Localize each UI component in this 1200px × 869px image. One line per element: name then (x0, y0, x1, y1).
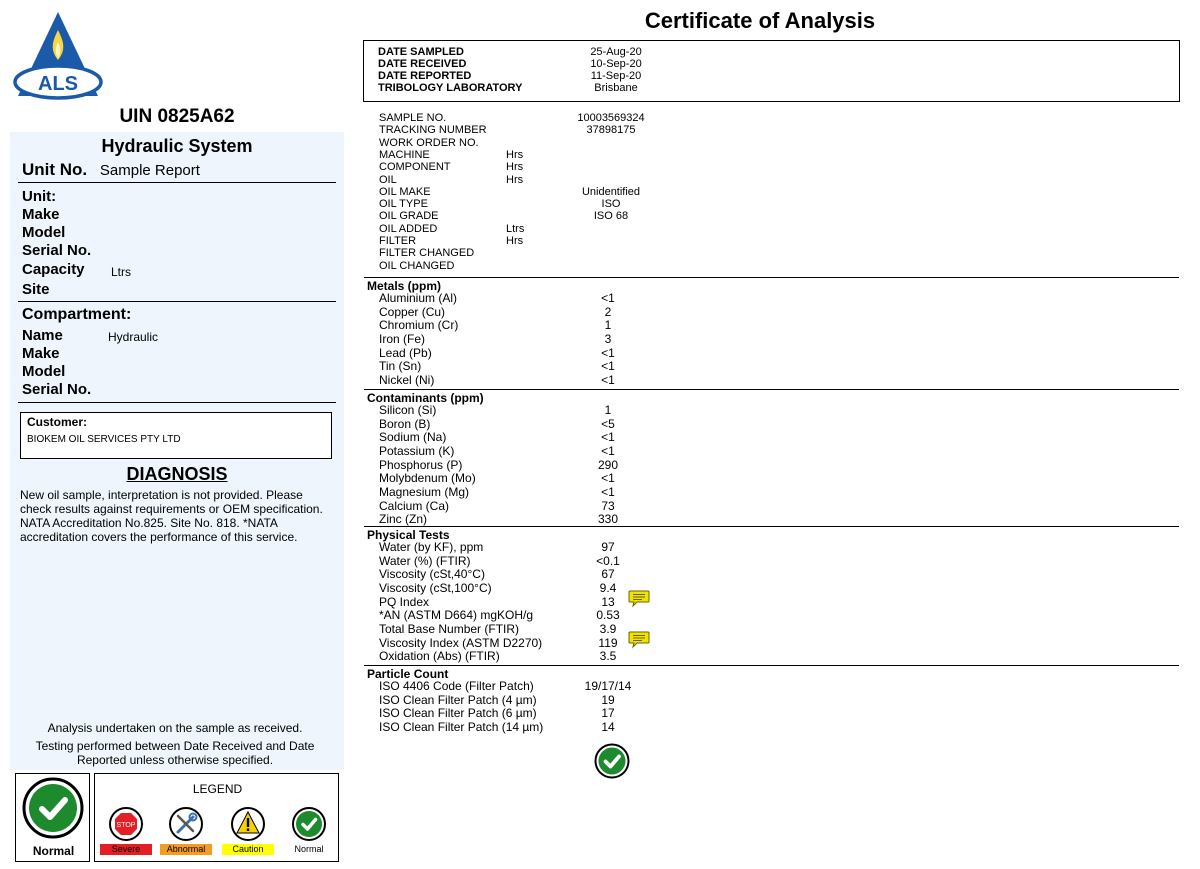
sample-info-unit: Hrs (506, 235, 524, 247)
legend-item-caution (220, 806, 276, 855)
uin: UIN 0825A62 (119, 106, 235, 127)
check-circle-icon (291, 806, 327, 842)
sample-info-label: FILTER (379, 235, 417, 247)
result-label: *AN (ASTM D664) mgKOH/g (379, 608, 534, 623)
result-value: <1 (601, 345, 615, 360)
compartment-field-name: Name (22, 327, 63, 344)
result-value: 290 (597, 457, 619, 472)
result-label: Viscosity (cSt,40°C) (379, 567, 485, 582)
result-label: Molybdenum (Mo) (379, 471, 476, 486)
result-value: 3.5 (599, 649, 617, 664)
date-label: DATE RECEIVED (378, 58, 467, 70)
result-label: Water (by KF), ppm (379, 540, 484, 554)
result-label: ISO Clean Filter Patch (4 µm) (379, 692, 537, 707)
result-value: 3 (604, 331, 612, 346)
section-title: Metals (ppm) (367, 279, 442, 293)
sample-info-label: OIL (379, 173, 397, 186)
stop-sign-text: STOP (116, 822, 136, 829)
result-label: ISO 4406 Code (Filter Patch) (379, 679, 534, 693)
lab-label: TRIBOLOGY LABORATORY (378, 82, 523, 94)
comment-bubble-icon[interactable] (628, 631, 650, 649)
result-label: Phosphorus (P) (379, 457, 463, 472)
logo-text: ALS (38, 73, 78, 95)
compartment-name-value: Hydraulic (108, 330, 159, 344)
result-value: 3.9 (599, 621, 617, 636)
section-divider (364, 526, 1179, 527)
result-label: Silicon (Si) (379, 403, 437, 417)
customer-label: Customer: (27, 415, 88, 429)
compartment-title: Compartment: (22, 306, 132, 323)
sample-info-label: FILTER CHANGED (379, 247, 475, 260)
unit-no-row (22, 160, 200, 180)
legend-title: LEGEND (192, 782, 243, 796)
result-value: 9.4 (599, 580, 617, 595)
unit-field-capacity: Capacity (22, 261, 85, 278)
result-label: Viscosity (cSt,100°C) (379, 580, 492, 595)
result-value: <0.1 (596, 553, 620, 568)
unit-field-site: Site (22, 281, 50, 298)
legend-item-abnormal (158, 806, 214, 855)
legend-label-severe: Severe (100, 844, 152, 855)
diagnosis-title: DIAGNOSIS (126, 464, 228, 484)
compartment-field-make: Make (22, 345, 60, 362)
dates-box (363, 40, 1180, 102)
legend-label-normal: Normal (294, 844, 324, 854)
result-value: 330 (597, 512, 619, 527)
sample-info-label: OIL CHANGED (379, 259, 455, 272)
legend-item-severe (98, 806, 154, 855)
date-value: 10-Sep-20 (590, 58, 642, 70)
result-label: Water (%) (FTIR) (379, 553, 471, 568)
check-circle-icon (594, 743, 630, 779)
result-label: Lead (Pb) (379, 345, 432, 360)
result-value: 1 (604, 403, 612, 417)
result-label: Nickel (Ni) (379, 372, 435, 387)
sample-info-value: ISO (601, 198, 621, 211)
sample-info-unit: Hrs (506, 173, 524, 186)
date-value: 11-Sep-20 (590, 70, 642, 82)
result-label: Calcium (Ca) (379, 498, 450, 513)
sample-info-value: Unidentified (581, 185, 641, 198)
result-value: 97 (601, 540, 615, 554)
overall-status-box (15, 773, 90, 862)
result-value: <1 (601, 372, 615, 387)
section-title: Particle Count (367, 667, 449, 681)
diagnosis-accreditation: NATA Accreditation No.825. Site No. 818. *NATA accreditation covers the performance of this service. (20, 516, 298, 544)
result-value: 17 (601, 706, 615, 721)
system-title: Hydraulic System (101, 136, 253, 156)
result-label: Chromium (Cr) (379, 318, 459, 333)
result-label: Total Base Number (FTIR) (379, 621, 520, 636)
sample-info-value: 10003569324 (577, 112, 645, 124)
diagnosis-paragraph: New oil sample, interpretation is not provided. Please check results against requirements or OEM specification. (20, 488, 323, 516)
result-value: <1 (601, 430, 615, 445)
compartment-field-model: Model (22, 363, 66, 380)
result-value: 1 (604, 318, 612, 333)
sample-info-label: MACHINE (379, 148, 430, 161)
customer-value: BIOKEM OIL SERVICES PTY LTD (27, 434, 181, 445)
result-label: Magnesium (Mg) (379, 484, 470, 499)
sample-info-label: SAMPLE NO. (379, 112, 447, 124)
sample-info-unit: Hrs (506, 148, 524, 161)
unit-field-serial: Serial No. (22, 242, 92, 259)
divider (18, 301, 336, 302)
unit-field-unit: Unit: (22, 188, 57, 205)
sample-info-label: COMPONENT (379, 161, 451, 174)
result-value: 13 (601, 594, 615, 609)
result-value: <1 (601, 484, 615, 499)
result-label: Iron (Fe) (379, 331, 426, 346)
result-value: 2 (604, 304, 612, 319)
sample-info-label: OIL TYPE (379, 198, 428, 211)
result-label: Sodium (Na) (379, 430, 447, 445)
warning-triangle-icon (230, 806, 266, 842)
result-value: <1 (601, 443, 615, 458)
sample-info-label: OIL MAKE (379, 185, 431, 198)
als-logo (12, 10, 104, 100)
sample-info-label: WORK ORDER NO. (379, 136, 479, 149)
result-value: <1 (601, 359, 615, 374)
section-divider (364, 277, 1179, 278)
result-label: Tin (Sn) (379, 359, 422, 374)
result-label: Boron (B) (379, 416, 431, 431)
stop-sign-icon (108, 806, 144, 842)
legend (94, 773, 339, 862)
result-value: <1 (601, 291, 615, 305)
result-label: Copper (Cu) (379, 304, 446, 319)
als-flame-logo-icon (12, 10, 104, 100)
certificate-title: Certificate of Analysis (644, 8, 876, 33)
result-value: 14 (601, 719, 615, 734)
sample-info-value: 37898175 (586, 124, 636, 137)
compartment-field-serial: Serial No. (22, 381, 92, 398)
customer-box (20, 412, 332, 459)
wrench-screwdriver-icon (168, 806, 204, 842)
unit-field-model: Model (22, 224, 66, 241)
result-label: PQ Index (379, 594, 430, 609)
unit-field-make: Make (22, 206, 60, 223)
lab-value: Brisbane (594, 82, 638, 94)
sample-info-label: OIL ADDED (379, 222, 438, 235)
date-value: 25-Aug-20 (590, 46, 642, 58)
date-label: DATE REPORTED (378, 70, 472, 82)
result-label: Potassium (K) (379, 443, 455, 458)
unit-no-value: Sample Report (99, 162, 200, 179)
result-value: 119 (598, 635, 618, 650)
comment-bubble-icon[interactable] (628, 590, 650, 608)
date-label: DATE SAMPLED (378, 46, 464, 58)
legend-item-normal (281, 806, 337, 855)
testing-note: Testing performed between Date Received and Date Reported unless otherwise specified. (35, 739, 315, 767)
result-value: 19 (601, 692, 615, 707)
section-title: Contaminants (ppm) (367, 391, 484, 405)
result-value: 73 (601, 498, 615, 513)
sample-info-value: ISO 68 (593, 210, 629, 223)
diagnosis-text (20, 488, 330, 544)
sample-info-unit: Ltrs (506, 222, 525, 235)
check-circle-icon (22, 777, 84, 839)
analysis-note: Analysis undertaken on the sample as received. (47, 721, 303, 735)
result-label: ISO Clean Filter Patch (6 µm) (379, 706, 537, 721)
section-divider (364, 665, 1179, 666)
overall-status-label: Normal (32, 844, 75, 858)
section-divider (364, 389, 1179, 390)
divider (18, 182, 336, 183)
result-value: 67 (601, 567, 615, 582)
legend-label-caution: Caution (222, 844, 274, 855)
result-label: Viscosity Index (ASTM D2270) (379, 635, 543, 650)
unit-capacity-value: Ltrs (111, 265, 132, 279)
sample-info-label: TRACKING NUMBER (379, 124, 487, 137)
result-value: 19/17/14 (584, 679, 632, 693)
divider (18, 402, 336, 403)
result-label: Oxidation (Abs) (FTIR) (379, 649, 500, 664)
unit-no-label: Unit No. (22, 160, 88, 179)
result-label: Zinc (Zn) (379, 512, 427, 527)
sample-info-label: OIL GRADE (379, 210, 439, 223)
section-title: Physical Tests (367, 528, 450, 542)
result-value: <1 (601, 471, 615, 486)
result-value: <5 (601, 416, 615, 431)
sample-info-unit: Hrs (506, 161, 524, 174)
legend-label-abnormal: Abnormal (160, 844, 212, 855)
result-label: ISO Clean Filter Patch (14 µm) (379, 719, 544, 734)
result-value: 0.53 (596, 608, 620, 623)
result-label: Aluminium (Al) (379, 291, 458, 305)
